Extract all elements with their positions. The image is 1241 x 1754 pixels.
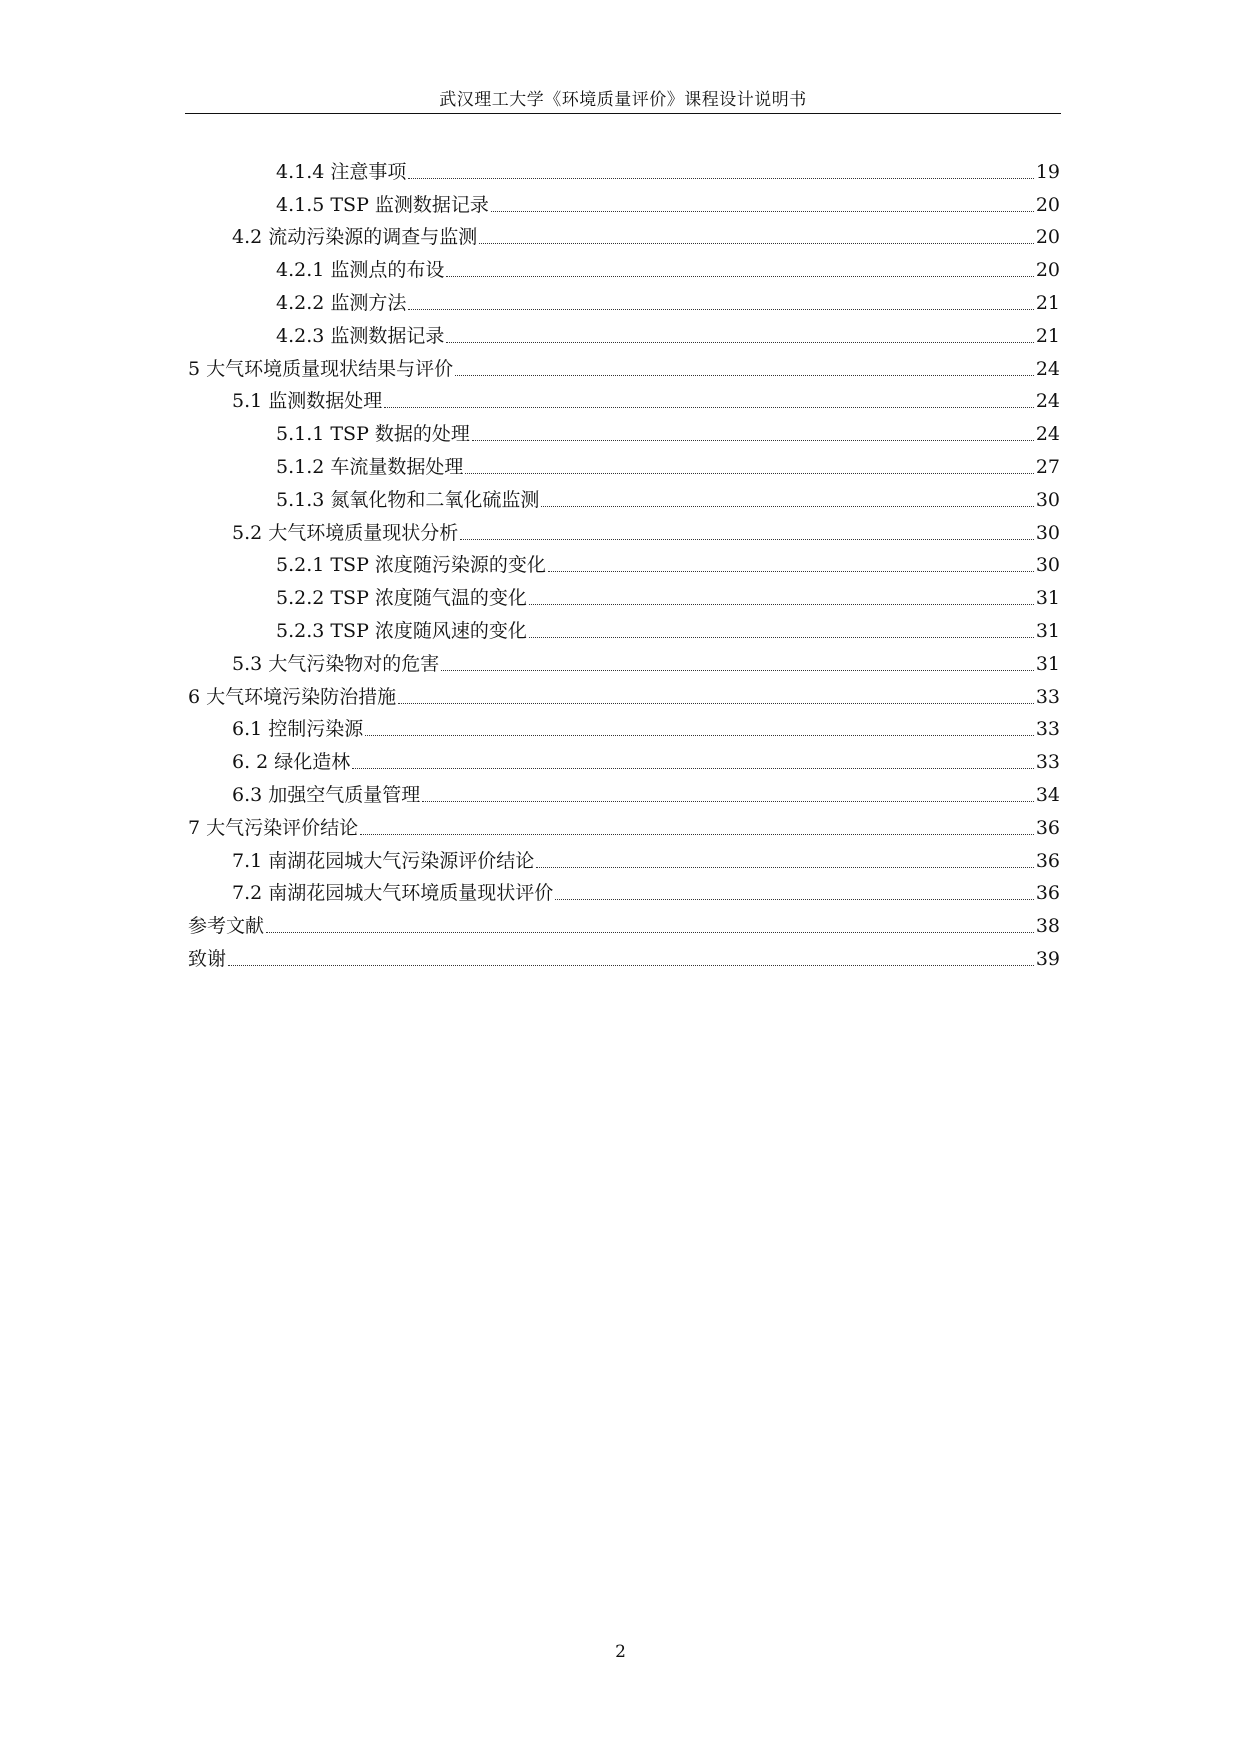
toc-leader-dots [446, 342, 1033, 343]
toc-entry-page: 33 [1035, 685, 1060, 708]
toc-entry[interactable] [188, 611, 1060, 644]
toc-leader-dots [398, 703, 1034, 704]
toc-leader-dots [529, 637, 1034, 638]
toc-entry[interactable] [188, 152, 1060, 185]
header-rule [185, 113, 1061, 114]
toc-leader-dots [472, 440, 1034, 441]
toc-leader-dots [441, 670, 1034, 671]
toc-leader-dots [555, 899, 1034, 900]
toc-entry-title: 5.2 大气环境质量现状分析 [232, 521, 459, 544]
toc-entry-page: 31 [1035, 587, 1060, 610]
toc-leader-dots [408, 309, 1033, 310]
toc-leader-dots [384, 407, 1034, 408]
toc-entry-page: 21 [1035, 324, 1060, 347]
toc-entry-title: 5.1.3 氮氧化物和二氧化硫监测 [276, 488, 540, 511]
toc-entry-title: 7.1 南湖花园城大气污染源评价结论 [232, 849, 535, 872]
toc-leader-dots [446, 276, 1033, 277]
toc-leader-dots [365, 735, 1034, 736]
toc-entry-title: 4.2.3 监测数据记录 [276, 324, 445, 347]
toc-entry-page: 31 [1035, 652, 1060, 675]
toc-entry-title: 6.3 加强空气质量管理 [232, 783, 421, 806]
toc-leader-dots [529, 604, 1034, 605]
toc-entry-title: 4.2.1 监测点的布设 [276, 259, 445, 282]
table-of-contents [188, 152, 1060, 972]
toc-entry-title: 5.1.1 TSP 数据的处理 [276, 423, 470, 446]
toc-leader-dots [455, 375, 1034, 376]
toc-entry[interactable] [188, 906, 1060, 939]
toc-entry-title: 4.1.4 注意事项 [276, 160, 407, 183]
toc-entry-page: 34 [1035, 783, 1060, 806]
toc-entry-page: 20 [1035, 259, 1060, 282]
toc-entry-title: 4.2 流动污染源的调查与监测 [232, 226, 478, 249]
toc-entry-page: 33 [1035, 718, 1060, 741]
toc-leader-dots [541, 506, 1033, 507]
toc-entry[interactable] [188, 447, 1060, 480]
toc-entry[interactable] [188, 218, 1060, 251]
toc-entry-title: 5.1.2 车流量数据处理 [276, 455, 464, 478]
toc-entry-title: 5.2.2 TSP 浓度随气温的变化 [276, 587, 527, 610]
toc-entry[interactable] [188, 677, 1060, 710]
toc-entry-title: 6 大气环境污染防治措施 [188, 685, 397, 708]
toc-leader-dots [548, 571, 1034, 572]
toc-entry-page: 24 [1035, 357, 1060, 380]
toc-entry-title: 5.3 大气污染物对的危害 [232, 652, 440, 675]
toc-entry-page: 31 [1035, 619, 1060, 642]
toc-leader-dots [536, 867, 1034, 868]
toc-entry-title: 7.2 南湖花园城大气环境质量现状评价 [232, 882, 554, 905]
toc-entry-title: 5.2.3 TSP 浓度随风速的变化 [276, 619, 527, 642]
toc-leader-dots [360, 834, 1034, 835]
toc-entry-page: 21 [1035, 291, 1060, 314]
page-header: 武汉理工大学《环境质量评价》课程设计说明书 [439, 90, 807, 110]
toc-entry[interactable] [188, 546, 1060, 579]
toc-leader-dots [352, 768, 1034, 769]
toc-leader-dots [460, 539, 1034, 540]
toc-leader-dots [228, 965, 1034, 966]
toc-entry-title: 5.1 监测数据处理 [232, 390, 383, 413]
toc-leader-dots [465, 473, 1033, 474]
toc-entry-page: 20 [1035, 226, 1060, 249]
toc-entry-page: 30 [1035, 521, 1060, 544]
toc-entry[interactable] [188, 808, 1060, 841]
toc-entry[interactable] [188, 250, 1060, 283]
toc-entry[interactable] [188, 578, 1060, 611]
toc-entry-title: 5 大气环境质量现状结果与评价 [188, 357, 454, 380]
toc-entry-page: 27 [1035, 455, 1060, 478]
toc-entry-page: 36 [1035, 849, 1060, 872]
toc-entry[interactable] [188, 349, 1060, 382]
toc-entry[interactable] [188, 316, 1060, 349]
toc-entry[interactable] [188, 185, 1060, 218]
toc-entry-page: 33 [1035, 751, 1060, 774]
toc-leader-dots [479, 243, 1034, 244]
toc-entry-page: 20 [1035, 193, 1060, 216]
toc-entry[interactable] [188, 382, 1060, 415]
toc-leader-dots [422, 801, 1034, 802]
toc-entry-title: 5.2.1 TSP 浓度随污染源的变化 [276, 554, 546, 577]
toc-entry[interactable] [188, 874, 1060, 907]
toc-entry-page: 36 [1035, 882, 1060, 905]
toc-leader-dots [408, 178, 1033, 179]
toc-entry[interactable] [188, 644, 1060, 677]
toc-entry-title: 4.2.2 监测方法 [276, 291, 407, 314]
toc-entry[interactable] [188, 480, 1060, 513]
toc-entry[interactable] [188, 710, 1060, 743]
toc-entry-title: 参考文献 [188, 915, 265, 938]
toc-entry-page: 24 [1035, 390, 1060, 413]
toc-entry-title: 4.1.5 TSP 监测数据记录 [276, 193, 489, 216]
toc-entry-title: 7 大气污染评价结论 [188, 816, 359, 839]
toc-entry-title: 6. 2 绿化造林 [232, 751, 351, 774]
toc-entry[interactable] [188, 513, 1060, 546]
toc-entry-page: 30 [1035, 488, 1060, 511]
toc-leader-dots [266, 932, 1034, 933]
toc-entry-page: 30 [1035, 554, 1060, 577]
toc-entry-title: 致谢 [188, 947, 227, 970]
toc-entry[interactable] [188, 283, 1060, 316]
toc-entry[interactable] [188, 742, 1060, 775]
toc-entry-page: 38 [1035, 915, 1060, 938]
toc-entry[interactable] [188, 939, 1060, 972]
toc-entry-page: 19 [1035, 160, 1060, 183]
page-number: 2 [615, 1642, 626, 1662]
toc-leader-dots [491, 211, 1034, 212]
toc-entry[interactable] [188, 775, 1060, 808]
toc-entry[interactable] [188, 414, 1060, 447]
toc-entry-page: 24 [1035, 423, 1060, 446]
toc-entry-page: 39 [1035, 947, 1060, 970]
toc-entry-page: 36 [1035, 816, 1060, 839]
toc-entry-title: 6.1 控制污染源 [232, 718, 364, 741]
toc-entry[interactable] [188, 841, 1060, 874]
